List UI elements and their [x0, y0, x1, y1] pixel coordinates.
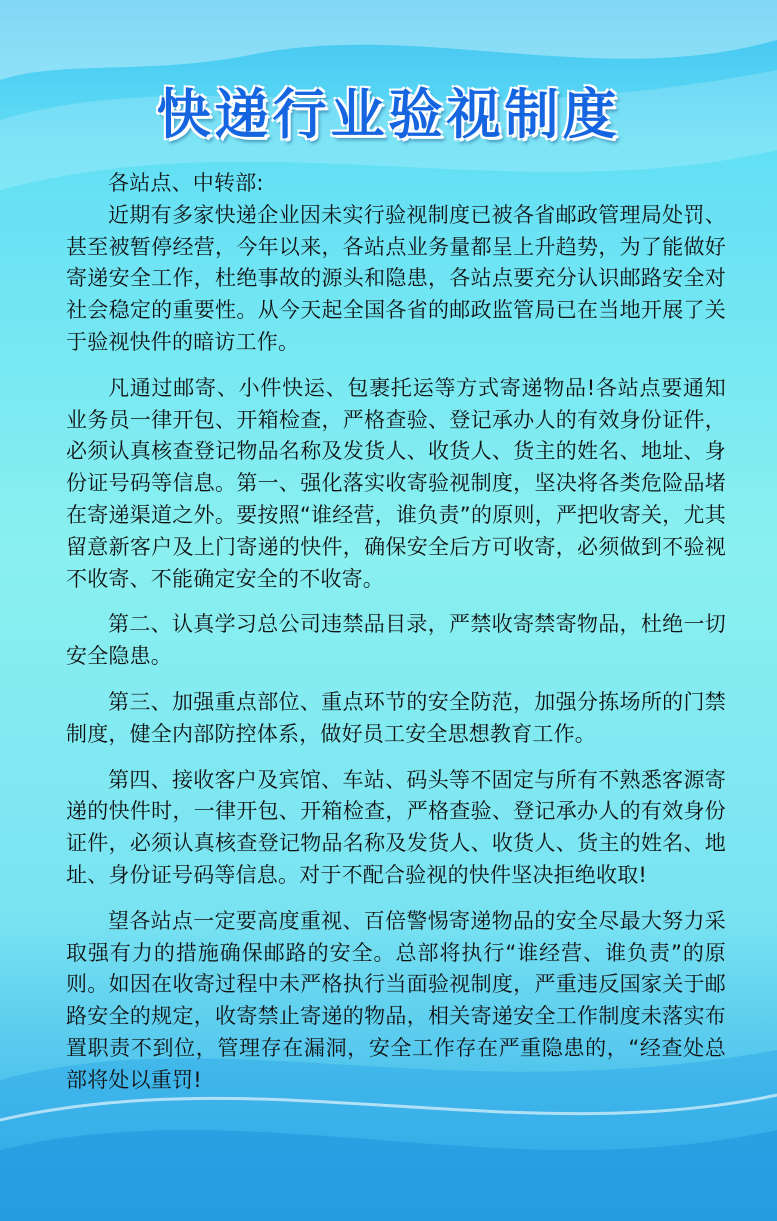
salutation: 各站点、中转部:: [108, 171, 264, 195]
paragraph: 近期有多家快递企业因未实行验视制度已被各省邮政管理局处罚、甚至被暂停经营，今年以来，各站点业务量都呈上升趋势，为了能做好寄递安全工作，杜绝事故的源头和隐患，各站点要充分认识邮路安全对社会稳定的重要性。从今天起全国各省的邮政监管局已在当地开展了关于验视快件的暗访工作。: [66, 202, 726, 354]
paragraph: 望各站点一定要高度重视、百倍警惕寄递物品的安全尽最大努力采取强有力的措施确保邮路的安全。总部将执行“谁经营、谁负责”的原则。如因在收寄过程中未严格执行当面验视制度，严重违反国家关于邮路安全的规定，收寄禁止寄递的物品，相关寄递安全工作制度未落实布置职责不到位，管理存在漏洞，安全工作存在严重隐患的，“经查处总部将处以重罚!: [66, 908, 726, 1092]
paragraph: 第三、加强重点部位、重点环节的安全防范，加强分拣场所的门禁制度，健全内部防控体系，做好员工安全思想教育工作。: [66, 689, 726, 746]
paragraph: 凡通过邮寄、小件快运、包裹托运等方式寄递物品!各站点要通知业务员一律开包、开箱检查，严格查验、登记承办人的有效身份证件，必须认真核查登记物品名称及发货人、收货人、货主的姓名、地址、身份证号码等信息。第一、强化落实收寄验视制度，坚决将各类危险品堵在寄递渠道之外。要按照“谁经营，谁负责”的原则，严把收寄关，尤其留意新客户及上门寄递的快件，确保安全后方可收寄，必须做到不验视不收寄、不能确定安全的不收寄。: [66, 375, 726, 591]
page-title: 快递行业验视制度: [156, 83, 621, 146]
notice-body: [66, 168, 726, 1097]
paragraph: 第二、认真学习总公司违禁品目录，严禁收寄禁寄物品，杜绝一切安全隐患。: [66, 612, 726, 669]
paragraph: 第四、接收客户及宾馆、车站、码头等不固定与所有不熟悉客源寄递的快件时，一律开包、开箱检查，严格查验、登记承办人的有效身份证件，必须认真核查登记物品名称及发货人、收货人、货主的姓名、地址、身份证号码等信息。对于不配合验视的快件坚决拒绝收取!: [66, 767, 726, 887]
